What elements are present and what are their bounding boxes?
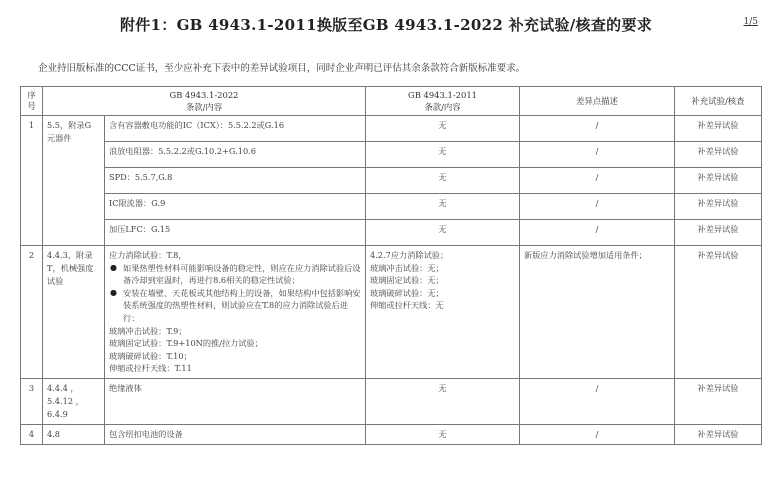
row1-sub-supp: 补差异试验 (675, 168, 762, 194)
row1-sub-diff: / (520, 220, 675, 246)
document-title: 附件1：GB 4943.1-2011换版至GB 4943.1-2022 补充试验/核查的要求 (119, 16, 653, 34)
header-supplement: 补充试验/核查 (675, 87, 762, 116)
row3-old: 无 (366, 378, 520, 424)
row2-old (366, 246, 520, 379)
row1-sub-content: SPD：5.5.7,G.8 (105, 168, 366, 194)
row1-sub-old: 无 (366, 168, 520, 194)
row4-clause: 4.8 (43, 424, 105, 444)
row4-supp: 补差异试验 (675, 424, 762, 444)
row3-supp: 补差异试验 (675, 378, 762, 424)
row2-diff: 新版应力消除试验增加适用条件； (520, 246, 675, 379)
row2-old-line: 4.2.7应力消除试验； (370, 250, 449, 260)
table-row (21, 194, 762, 220)
table-header-row (21, 87, 762, 116)
row2-clause: 4.4.3，附录T，机械强度试验 (43, 246, 105, 379)
row4-seq: 4 (21, 424, 43, 444)
header-seq: 序号 (21, 87, 43, 116)
row3-content: 绝缘液体 (105, 378, 366, 424)
row1-sub-old: 无 (366, 194, 520, 220)
row2-old-line: 伸缩或拉杆天线：无 (370, 300, 444, 311)
row3-clause: 4.4.4 ，5.4.12 ，6.4.9 (43, 378, 105, 424)
row1-sub-supp: 补差异试验 (675, 142, 762, 168)
table-row (21, 378, 762, 424)
row1-sub-supp: 补差异试验 (675, 220, 762, 246)
row1-clause: 5.5，附录G 元器件 (43, 116, 105, 246)
requirements-table (20, 86, 762, 445)
row1-sub-content: 含有容器敷电功能的IC（ICX）：5.5.2.2或G.16 (105, 116, 366, 142)
page-number[interactable]: 1/5 (743, 17, 758, 27)
row1-sub-old: 无 (366, 116, 520, 142)
table-row (21, 116, 762, 142)
row2-content-title: 应力消除试验：T.8， (109, 250, 187, 260)
row1-sub-diff: / (520, 116, 675, 142)
row1-sub-content: IC限流器：G.9 (105, 194, 366, 220)
row2-old-line: 玻璃破碎试验：无； (370, 287, 444, 298)
row2-seq: 2 (21, 246, 43, 379)
row4-old: 无 (366, 424, 520, 444)
row2-old-line: 玻璃冲击试验：无； (370, 262, 444, 273)
table-row (21, 142, 762, 168)
row2-bullet-list (109, 262, 361, 325)
table-row (21, 424, 762, 444)
row2-content-line: 玻璃破碎试验：T.10； (109, 350, 192, 361)
row1-seq: 1 (21, 116, 43, 246)
row2-content-line: 伸缩或拉杆天线：T.11 (109, 363, 192, 374)
row1-sub-supp: 补差异试验 (675, 116, 762, 142)
row3-diff: / (520, 378, 675, 424)
row2-content-line: 玻璃冲击试验：T.9； (109, 325, 187, 336)
table-row (21, 246, 762, 379)
row2-supp: 补差异试验 (675, 246, 762, 379)
row1-sub-content: 加压LFC：G.15 (105, 220, 366, 246)
row2-content (105, 246, 366, 379)
row1-sub-old: 无 (366, 142, 520, 168)
row2-content-line: 玻璃固定试验：T.9+10N的推/拉力试验； (109, 338, 263, 349)
row2-bullet: ● 如果热塑性材料可能影响设备的稳定性，则应在应力消除试验后设备冷却到室温时，再进行8.6相关的稳定性试验； (123, 262, 361, 287)
row4-content: 包含纽扣电池的设备 (105, 424, 366, 444)
table-row (21, 168, 762, 194)
row1-sub-old: 无 (366, 220, 520, 246)
header-diff: 差异点描述 (520, 87, 675, 116)
intro-text: 企业持旧版标准的CCC证书，至少应补充下表中的差异试验项目，同时企业声明已评估其余条款符合新版标准要求。 (38, 63, 526, 74)
row1-sub-diff: / (520, 142, 675, 168)
row1-sub-diff: / (520, 194, 675, 220)
header-new-standard: GB 4943.1-2022 条款/内容 (43, 87, 366, 116)
header-old-standard: GB 4943.1-2011 条款/内容 (366, 87, 520, 116)
row3-seq: 3 (21, 378, 43, 424)
row2-old-line: 玻璃固定试验：无； (370, 275, 444, 286)
row2-bullet: ● 安装在墙壁、天花板或其他结构上的设备，如果结构中包括影响安装系统强度的热塑性材料，则试验应在T.8的应力消除试验后进行： (123, 287, 361, 325)
table-row (21, 220, 762, 246)
row1-sub-supp: 补差异试验 (675, 194, 762, 220)
row1-sub-content: 浪放电阻器：5.5.2.2或G.10.2+G.10.6 (105, 142, 366, 168)
row4-diff: / (520, 424, 675, 444)
row1-sub-diff: / (520, 168, 675, 194)
